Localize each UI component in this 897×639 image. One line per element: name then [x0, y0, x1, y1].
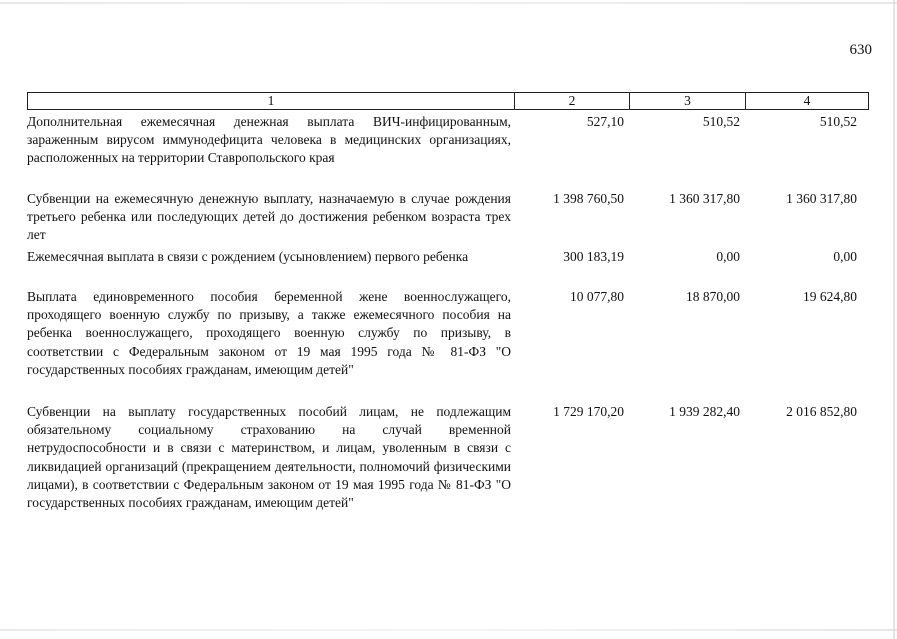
row-value-col4: 510,52 [819, 114, 857, 129]
table-row [27, 190, 869, 245]
row-value-col4: 1 360 317,80 [786, 191, 857, 206]
row-value-col3: 0,00 [716, 249, 740, 264]
scan-edge-bottom [0, 629, 897, 631]
row-value-col2: 10 077,80 [570, 289, 624, 304]
row-description: Субвенции на ежемесячную денежную выплату, назначаемую в случае рождения третьего ребенка или последующих детей до достижения ребенком возраста трех лет [27, 191, 511, 243]
row-value-col2: 300 183,19 [563, 249, 624, 264]
row-value-col2: 1 398 760,50 [553, 191, 624, 206]
table-row [27, 248, 869, 266]
row-description: Ежемесячная выплата в связи с рождением (усыновлением) первого ребенка [27, 249, 469, 264]
page-number: 630 [849, 42, 872, 58]
row-value-col2: 527,10 [586, 114, 624, 129]
table-row [27, 288, 869, 379]
row-value-col2: 1 729 170,20 [553, 404, 624, 419]
row-value-col4: 0,00 [833, 249, 857, 264]
table-header-cell-1: 1 [267, 93, 275, 108]
row-value-col3: 1 939 282,40 [669, 404, 740, 419]
table-header-row [27, 92, 869, 110]
row-value-col4: 19 624,80 [803, 289, 857, 304]
scan-edge-top [0, 2, 897, 4]
scan-edge-right [893, 0, 895, 639]
row-description: Дополнительная ежемесячная денежная выплата ВИЧ-инфицированным, зараженным вирусом иммунодефицита человека в медицинских организациях, расположенных на территории Ставропольского края [27, 114, 511, 166]
row-description: Субвенции на выплату государственных пособий лицам, не подлежащим обязательному социальному страхованию на случай временной нетрудоспособности и в связи с материнством, и лицам, уволенным в связи с ликвидацией организаций (прекращением деятельности, полномочий физическими лицами), в соответствии с Федеральным законом от 19 мая 1995 года № 81-ФЗ "О государственных пособиях гражданам, имеющим детей" [27, 404, 511, 511]
table-header-cell-2: 2 [514, 93, 629, 109]
table-row [27, 403, 869, 512]
row-value-col4: 2 016 852,80 [786, 404, 857, 419]
row-description: Выплата единовременного пособия беременной жене военнослужащего, проходящего военную службу по призыву, а также ежемесячного пособия на ребенка военнослужащего, проходящего военную службу по призыву, в соответствии с Федеральным законом от 19 мая 1995 года № 81-ФЗ "О государственных пособиях гражданам, имеющим детей" [27, 289, 511, 377]
row-value-col3: 18 870,00 [686, 289, 740, 304]
row-value-col3: 1 360 317,80 [669, 191, 740, 206]
table-row [27, 113, 869, 168]
table-header-cell-3: 3 [629, 93, 745, 109]
row-value-col3: 510,52 [702, 114, 740, 129]
table-header-cell-4: 4 [745, 93, 868, 109]
